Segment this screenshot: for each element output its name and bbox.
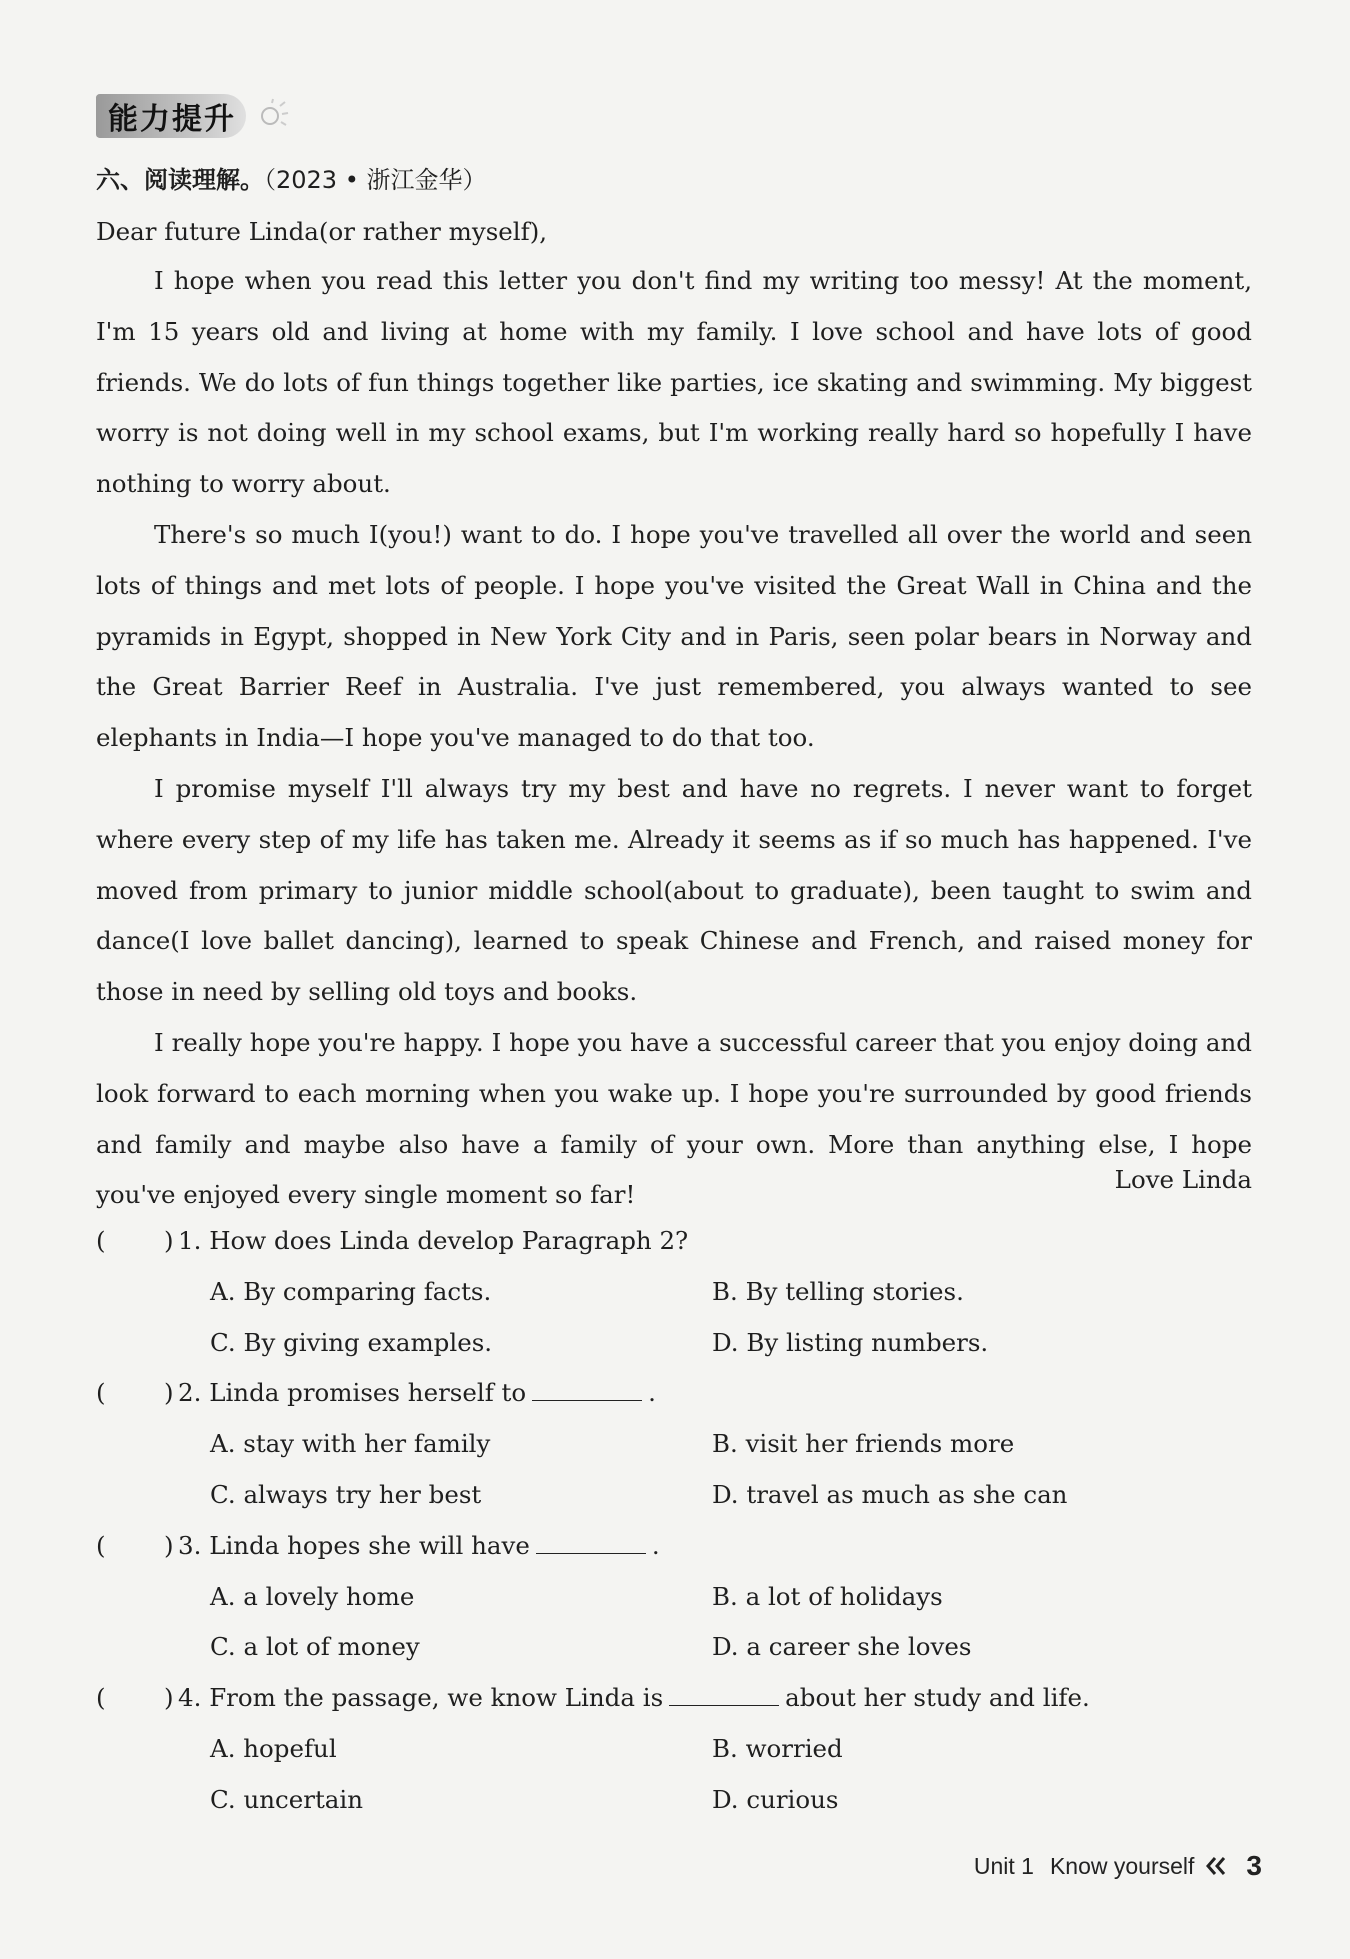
option-b: B. By telling stories. (712, 1276, 964, 1306)
question-stem (96, 1216, 1252, 1267)
question-number: 2. (178, 1378, 202, 1408)
question-text (178, 1216, 688, 1267)
option-row (96, 1572, 1252, 1623)
question-stem-end: . (648, 1378, 656, 1408)
option-row (96, 1318, 1252, 1369)
answer-blank[interactable] (532, 1376, 642, 1401)
question-stem (96, 1368, 1252, 1419)
option-a: A. stay with her family (210, 1429, 491, 1459)
option-d: D. curious (712, 1784, 839, 1814)
question-stem-text: Linda hopes she will have (209, 1530, 530, 1560)
question-stem (96, 1673, 1252, 1724)
answer-paren-right: ) (164, 1226, 174, 1255)
question-number: 3. (178, 1530, 202, 1560)
letter-paragraph: I hope when you read this letter you don't find my writing too messy! At the moment, I'm 15 years old and living at home with my family. I love school and have lots of good friends. We do lots of fun things together like parties, ice skating and swimming. My biggest worry is not doing well in my school exams, but I'm working really hard so hopefully I have nothing to worry about. (96, 266, 1252, 499)
question-text (178, 1521, 660, 1572)
question-stem-text: Linda promises herself to (209, 1378, 527, 1408)
answer-paren-right: ) (164, 1683, 174, 1713)
letter-signoff: Love Linda (1114, 1165, 1252, 1194)
option-b: B. worried (712, 1733, 843, 1763)
lightbulb-icon (254, 98, 290, 134)
question-text (178, 1673, 1090, 1724)
answer-paren-left: ( (96, 1226, 106, 1255)
letter-salutation: Dear future Linda(or rather myself), (96, 217, 548, 246)
question-stem-text: How does Linda develop Paragraph 2? (209, 1226, 689, 1255)
option-row (96, 1267, 1252, 1318)
option-d: D. travel as much as she can (712, 1479, 1068, 1509)
letter-body (96, 256, 1252, 1221)
option-c: C. By giving examples. (210, 1327, 493, 1357)
option-c: C. uncertain (210, 1784, 364, 1814)
option-row (96, 1724, 1252, 1775)
answer-blank[interactable] (536, 1529, 646, 1554)
question-number: 4. (178, 1683, 202, 1713)
question-list (96, 1216, 1252, 1826)
question-number: 1. (178, 1226, 202, 1255)
option-a: A. By comparing facts. (210, 1276, 492, 1306)
question-stem-end: . (651, 1530, 660, 1560)
option-row (96, 1775, 1252, 1826)
letter-paragraph: I really hope you're happy. I hope you have a successful career that you enjoy doing and look forward to each morning when you wake up. I hope you're surrounded by good friends and family and maybe also have a family of your own. More than anything else, I hope you've enjoyed every single moment so far! (96, 1027, 1252, 1210)
option-a: A. a lovely home (210, 1581, 415, 1611)
letter-paragraph: There's so much I(you!) want to do. I hope you've travelled all over the world and seen lots of things and met lots of people. I hope you've visited the Great Wall in China and the pyramids in Egypt, shopped in New York City and in Paris, seen polar bears in Norway and the Great Barrier Reef in Australia. I've just remembered, you always wanted to see elephants in India—I hope you've managed to do that too. (96, 519, 1252, 753)
option-d: D. By listing numbers. (712, 1327, 989, 1357)
letter-paragraph: I promise myself I'll always try my best and have no regrets. I never want to forget where every step of my life has taken me. Already it seems as if so much has happened. I've moved from primary to junior middle school(about to graduate), been taught to swim and dance(I love ballet dancing), learned to speak Chinese and French, and raised money for those in need by selling old toys and books. (96, 773, 1252, 1007)
option-b: B. visit her friends more (712, 1429, 1015, 1459)
answer-paren-left: ( (96, 1683, 106, 1713)
answer-paren-right: ) (164, 1530, 174, 1560)
option-b: B. a lot of holidays (712, 1581, 943, 1611)
option-row (96, 1622, 1252, 1673)
option-c: C. a lot of money (210, 1632, 420, 1662)
option-c: C. always try her best (210, 1479, 482, 1509)
footer-unit: Unit 1 (973, 1852, 1034, 1879)
answer-paren-left: ( (96, 1530, 106, 1560)
answer-paren-left: ( (96, 1378, 106, 1408)
double-chevron-left-icon (1204, 1855, 1228, 1877)
question-text (178, 1368, 656, 1419)
heading-source: （2023 • 浙江金华） (264, 166, 487, 194)
page-footer (974, 1850, 1262, 1882)
option-row (96, 1419, 1252, 1470)
answer-paren-right: ) (164, 1378, 174, 1408)
page-number: 3 (1246, 1850, 1262, 1881)
option-a: A. hopeful (210, 1733, 337, 1763)
question-stem-end: about her study and life. (785, 1683, 1090, 1713)
section-banner (96, 90, 286, 142)
banner-title: 能力提升 (108, 102, 236, 137)
footer-title: Know yourself (1049, 1852, 1195, 1879)
question-stem-text: From the passage, we know Linda is (209, 1683, 664, 1713)
heading-label: 六、阅读理解。 (96, 166, 264, 194)
option-d: D. a career she loves (712, 1632, 972, 1662)
answer-blank[interactable] (669, 1681, 779, 1706)
section-heading (96, 160, 487, 195)
option-row (96, 1470, 1252, 1521)
question-stem (96, 1521, 1252, 1572)
